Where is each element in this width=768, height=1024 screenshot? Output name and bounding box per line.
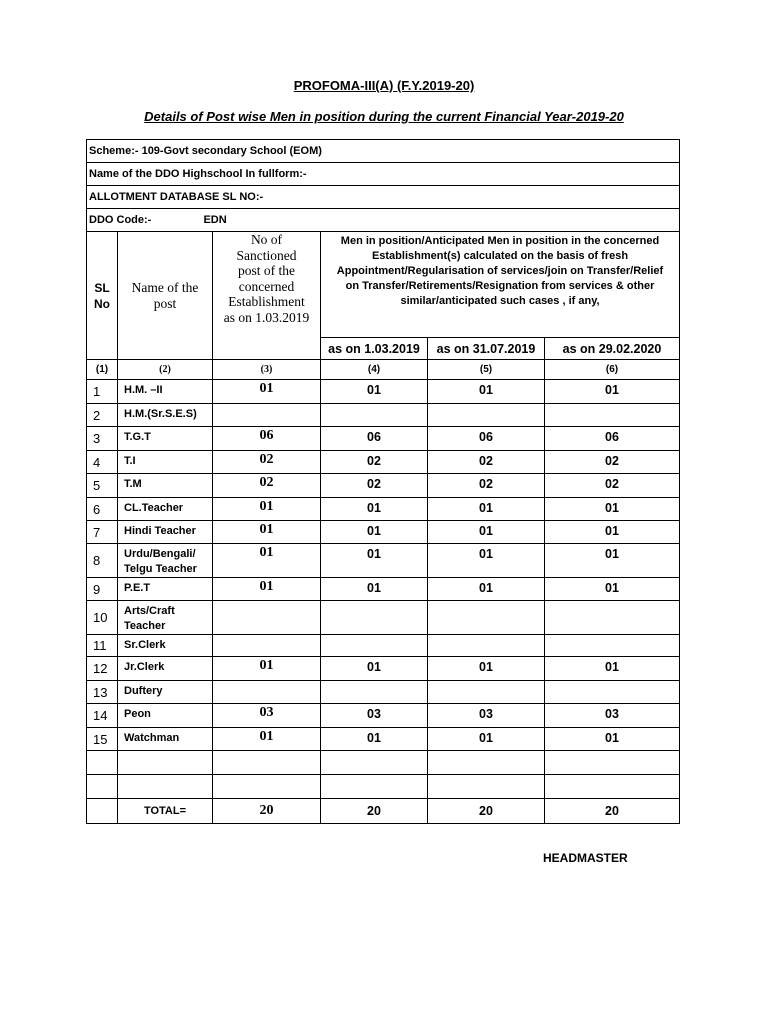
row-position-value-1: 01 — [321, 657, 428, 681]
row-position-value-1: 03 — [321, 704, 428, 728]
row-position-value-1: 06 — [321, 427, 428, 451]
row-post-name — [118, 474, 213, 498]
row-post-line: CL.Teacher — [124, 502, 184, 514]
table-row — [87, 775, 680, 799]
table-row — [87, 380, 680, 404]
row-post-name — [118, 635, 213, 657]
table-row — [87, 404, 680, 427]
header-men-line: Appointment/Regularisation of services/join on Transfer/Relief — [336, 265, 664, 277]
row-position-value-2 — [428, 635, 545, 657]
row-sl-no: 6 — [87, 498, 118, 521]
total-empty-cell — [87, 799, 118, 824]
header-date2: as on 31.07.2019 — [428, 338, 545, 360]
header-post-line2: post — [153, 295, 177, 311]
header-sl-line2: No — [94, 296, 110, 311]
row-post-line: Duftery — [124, 685, 163, 697]
total-row — [87, 799, 680, 824]
table-row — [87, 681, 680, 704]
row-position-value-2 — [428, 601, 545, 635]
row-post-line: T.G.T — [124, 431, 151, 443]
row-position-value-1 — [321, 751, 428, 775]
row-position-value-3: 01 — [545, 380, 680, 404]
row-position-value-2: 01 — [428, 498, 545, 521]
header-date3: as on 29.02.2020 — [545, 338, 680, 360]
table-row — [87, 578, 680, 601]
total-label: TOTAL= — [118, 799, 213, 824]
row-position-value-3 — [545, 681, 680, 704]
header-men-line: similar/anticipated such cases , if any, — [400, 295, 600, 307]
ddo-code-label: DDO Code:- — [89, 214, 152, 226]
total-sanctioned: 20 — [213, 799, 321, 824]
row-position-value-1 — [321, 601, 428, 635]
row-sl-no: 3 — [87, 427, 118, 451]
col-number: (6) — [545, 360, 680, 380]
row-sanctioned-value — [213, 404, 321, 427]
row-post-name — [118, 427, 213, 451]
header-sanc-line: as on 1.03.2019 — [223, 309, 310, 325]
table-row — [87, 451, 680, 474]
table-row — [87, 704, 680, 728]
col-number: (1) — [87, 360, 118, 380]
row-sl-no: 15 — [87, 728, 118, 751]
row-sl-no: 4 — [87, 451, 118, 474]
ddo-code-value: EDN — [203, 214, 227, 226]
row-sanctioned-value: 06 — [213, 427, 321, 451]
row-position-value-1: 01 — [321, 521, 428, 544]
row-sanctioned-value: 01 — [213, 578, 321, 601]
row-sanctioned-value: 03 — [213, 704, 321, 728]
header-sanc-line: Sanctioned — [236, 247, 297, 263]
row-post-line: Jr.Clerk — [124, 661, 165, 673]
row-post-name — [118, 751, 213, 775]
header-men-line: Men in position/Anticipated Men in position in the concerned — [340, 235, 660, 247]
table-row — [87, 601, 680, 635]
row-position-value-2 — [428, 775, 545, 799]
row-post-name — [118, 681, 213, 704]
header-men-line: Establishment(s) calculated on the basis of fresh — [371, 250, 629, 262]
row-post-line: H.M. –II — [124, 384, 163, 396]
row-position-value-3: 02 — [545, 474, 680, 498]
row-post-name — [118, 601, 213, 635]
row-sanctioned-value — [213, 681, 321, 704]
row-position-value-2: 01 — [428, 578, 545, 601]
row-sl-no: 14 — [87, 704, 118, 728]
row-sanctioned-value: 01 — [213, 521, 321, 544]
row-post-line: Urdu/Bengali/ — [124, 548, 196, 560]
row-position-value-3: 02 — [545, 451, 680, 474]
row-position-value-2: 01 — [428, 380, 545, 404]
row-post-name — [118, 404, 213, 427]
table-row — [87, 427, 680, 451]
col-number: (5) — [428, 360, 545, 380]
row-position-value-3 — [545, 635, 680, 657]
row-sanctioned-value: 01 — [213, 544, 321, 578]
row-position-value-1 — [321, 681, 428, 704]
header-sanctioned — [213, 232, 321, 360]
row-position-value-2 — [428, 681, 545, 704]
row-sanctioned-value — [213, 601, 321, 635]
table-row — [87, 521, 680, 544]
header-sanc-line: Establishment — [228, 294, 305, 309]
total-position-1: 20 — [321, 799, 428, 824]
row-post-line: P.E.T — [124, 582, 151, 594]
row-sanctioned-value: 01 — [213, 380, 321, 404]
row-post-name — [118, 704, 213, 728]
row-post-line: Sr.Clerk — [124, 639, 166, 651]
row-position-value-2 — [428, 751, 545, 775]
header-men-line: on Transfer/Retirements/Resignation from services & other — [345, 280, 655, 292]
row-sanctioned-value — [213, 635, 321, 657]
row-sanctioned-value: 02 — [213, 474, 321, 498]
row-position-value-2: 01 — [428, 728, 545, 751]
row-position-value-1: 01 — [321, 380, 428, 404]
total-position-2: 20 — [428, 799, 545, 824]
row-sanctioned-value: 01 — [213, 657, 321, 681]
row-sl-no: 2 — [87, 404, 118, 427]
row-sl-no: 5 — [87, 474, 118, 498]
row-position-value-1: 01 — [321, 498, 428, 521]
row-sl-no: 7 — [87, 521, 118, 544]
row-post-name — [118, 380, 213, 404]
row-post-name — [118, 544, 213, 578]
col-number: (4) — [321, 360, 428, 380]
table-row — [87, 544, 680, 578]
row-position-value-2: 02 — [428, 451, 545, 474]
row-position-value-1 — [321, 775, 428, 799]
row-post-name — [118, 451, 213, 474]
row-position-value-2: 02 — [428, 474, 545, 498]
header-men-in-position — [321, 232, 680, 338]
signature-headmaster: HEADMASTER — [543, 851, 628, 865]
table-row — [87, 635, 680, 657]
row-position-value-3 — [545, 601, 680, 635]
header-sanc-line: concerned — [238, 278, 295, 294]
allotment-line: ALLOTMENT DATABASE SL NO:- — [87, 186, 680, 209]
row-position-value-3 — [545, 404, 680, 427]
row-position-value-2: 01 — [428, 657, 545, 681]
row-position-value-1: 02 — [321, 474, 428, 498]
row-post-line: Teacher — [124, 620, 166, 632]
table-row — [87, 657, 680, 681]
row-post-line: Arts/Craft — [124, 605, 175, 617]
row-post-line: Peon — [124, 708, 151, 720]
table-row — [87, 474, 680, 498]
document-title: PROFOMA-III(A) (F.Y.2019-20) — [293, 78, 475, 93]
row-position-value-1 — [321, 635, 428, 657]
row-position-value-2 — [428, 404, 545, 427]
row-sl-no: 8 — [87, 544, 118, 578]
row-position-value-3: 06 — [545, 427, 680, 451]
header-post — [118, 232, 213, 360]
row-post-name — [118, 498, 213, 521]
row-position-value-2: 01 — [428, 521, 545, 544]
row-position-value-3: 01 — [545, 498, 680, 521]
row-position-value-1: 02 — [321, 451, 428, 474]
ddo-code-line — [87, 209, 680, 232]
row-position-value-2: 06 — [428, 427, 545, 451]
table-row — [87, 498, 680, 521]
row-position-value-1: 01 — [321, 544, 428, 578]
row-position-value-3: 03 — [545, 704, 680, 728]
row-sl-no: 12 — [87, 657, 118, 681]
row-sanctioned-value — [213, 775, 321, 799]
table-row — [87, 751, 680, 775]
row-position-value-2: 03 — [428, 704, 545, 728]
row-sl-no: 10 — [87, 601, 118, 635]
row-position-value-3 — [545, 775, 680, 799]
row-sl-no — [87, 751, 118, 775]
header-sanc-line: post of the — [238, 263, 295, 278]
header-sl-line1: SL — [94, 280, 110, 295]
row-post-line: Telgu Teacher — [124, 563, 197, 575]
row-position-value-1 — [321, 404, 428, 427]
row-post-line: Hindi Teacher — [124, 525, 196, 537]
row-sl-no: 11 — [87, 635, 118, 657]
row-sanctioned-value: 01 — [213, 728, 321, 751]
row-post-name — [118, 728, 213, 751]
row-sanctioned-value — [213, 751, 321, 775]
header-sanc-line: No of — [250, 232, 283, 247]
row-sl-no — [87, 775, 118, 799]
row-position-value-3: 01 — [545, 578, 680, 601]
row-sl-no: 13 — [87, 681, 118, 704]
row-post-line: T.I — [124, 455, 136, 467]
row-post-name — [118, 775, 213, 799]
row-position-value-3: 01 — [545, 657, 680, 681]
col-number: (2) — [118, 360, 213, 380]
header-post-line1: Name of the — [131, 279, 199, 295]
row-post-name — [118, 578, 213, 601]
row-position-value-2: 01 — [428, 544, 545, 578]
row-sanctioned-value: 01 — [213, 498, 321, 521]
row-position-value-1: 01 — [321, 728, 428, 751]
ddo-name-line: Name of the DDO Highschool In fullform:- — [87, 163, 680, 186]
scheme-line: Scheme:- 109-Govt secondary School (EOM) — [87, 140, 680, 163]
row-post-line: H.M.(Sr.S.E.S) — [124, 408, 197, 420]
table-row — [87, 728, 680, 751]
row-post-line: T.M — [124, 478, 142, 490]
header-date1: as on 1.03.2019 — [321, 338, 428, 360]
row-position-value-3 — [545, 751, 680, 775]
row-sanctioned-value: 02 — [213, 451, 321, 474]
row-sl-no: 1 — [87, 380, 118, 404]
row-post-name — [118, 521, 213, 544]
total-position-3: 20 — [545, 799, 680, 824]
header-sl — [87, 232, 118, 360]
row-position-value-3: 01 — [545, 544, 680, 578]
row-post-line: Watchman — [124, 732, 180, 744]
document-subtitle: Details of Post wise Men in position during the current Financial Year-2019-20 — [144, 109, 624, 124]
posts-table — [86, 139, 680, 824]
row-position-value-3: 01 — [545, 728, 680, 751]
row-position-value-1: 01 — [321, 578, 428, 601]
row-post-name — [118, 657, 213, 681]
row-sl-no: 9 — [87, 578, 118, 601]
col-number: (3) — [213, 360, 321, 380]
row-position-value-3: 01 — [545, 521, 680, 544]
